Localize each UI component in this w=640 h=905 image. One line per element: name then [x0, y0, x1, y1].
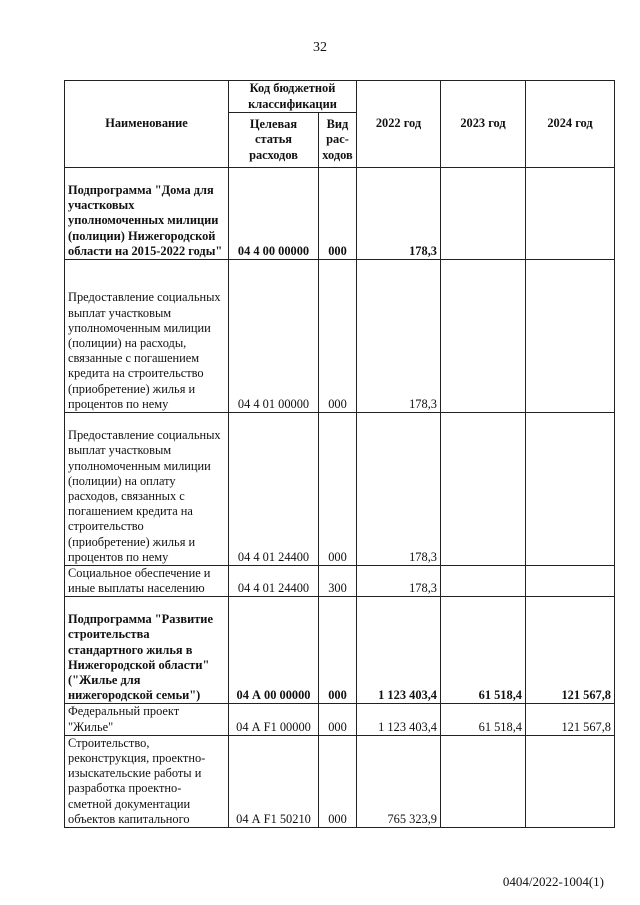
table-row [65, 413, 615, 566]
row-target-article-cell: 04 А F1 00000 [229, 704, 319, 735]
row-value-2023-cell: 61 518,4 [441, 597, 526, 704]
header-year-2024: 2024 год [526, 81, 615, 168]
row-name-cell: Строительство, реконструкция, проектно-изыскательские работы и разработка проектно-сметной документации объектов капитального [65, 735, 229, 827]
row-target-article-cell: 04 4 01 24400 [229, 413, 319, 566]
header-year-2022: 2022 год [357, 81, 441, 168]
row-expense-type-cell: 000 [319, 413, 357, 566]
header-year-2023: 2023 год [441, 81, 526, 168]
row-target-article-cell: 04 А 00 00000 [229, 597, 319, 704]
table-row [65, 566, 615, 597]
row-value-2023-cell [441, 260, 526, 413]
header-target-article: Целевая статья расходов [229, 113, 319, 168]
row-value-2024-cell [526, 168, 615, 260]
row-value-2023-cell [441, 735, 526, 827]
row-value-2023-cell [441, 413, 526, 566]
header-name: Наименование [65, 81, 229, 168]
row-value-2022-cell: 178,3 [357, 168, 441, 260]
table-row [65, 735, 615, 827]
row-name-cell: Социальное обеспечение и иные выплаты населению [65, 566, 229, 597]
page-number: 32 [313, 40, 327, 55]
row-value-2023-cell [441, 566, 526, 597]
row-name-cell: Подпрограмма "Дома для участковых уполномоченных милиции (полиции) Нижегородской области на 2015-2022 годы" [65, 168, 229, 260]
header-expense-type: Вид рас-ходов [319, 113, 357, 168]
row-value-2023-cell [441, 168, 526, 260]
row-value-2024-cell: 121 567,8 [526, 704, 615, 735]
row-expense-type-cell: 000 [319, 260, 357, 413]
table-row [65, 260, 615, 413]
row-value-2024-cell [526, 566, 615, 597]
row-name-cell: Предоставление социальных выплат участковым уполномоченным милиции (полиции) на расходы, связанные с погашением кредита на строительство (приобретение) жилья и процентов по нему [65, 260, 229, 413]
table-row [65, 168, 615, 260]
row-target-article-cell: 04 А F1 50210 [229, 735, 319, 827]
header-kbk-group: Код бюджетной классификации [229, 81, 357, 113]
table-row [65, 704, 615, 735]
row-value-2022-cell: 178,3 [357, 413, 441, 566]
row-value-2022-cell: 178,3 [357, 260, 441, 413]
row-value-2023-cell: 61 518,4 [441, 704, 526, 735]
table-row [65, 597, 615, 704]
document-code: 0404/2022-1004(1) [502, 874, 604, 889]
row-name-cell: Подпрограмма "Развитие строительства стандартного жилья в Нижегородской области" ("Жилье для нижегородской семьи") [65, 597, 229, 704]
row-expense-type-cell: 000 [319, 704, 357, 735]
budget-table [64, 80, 615, 828]
row-value-2022-cell: 1 123 403,4 [357, 704, 441, 735]
row-value-2022-cell: 178,3 [357, 566, 441, 597]
row-name-cell: Предоставление социальных выплат участковым уполномоченным милиции (полиции) на оплату расходов, связанных с погашением кредита на строительство (приобретение) жилья и процентов по нему [65, 413, 229, 566]
row-value-2022-cell: 765 323,9 [357, 735, 441, 827]
row-expense-type-cell: 000 [319, 735, 357, 827]
row-expense-type-cell: 000 [319, 597, 357, 704]
row-target-article-cell: 04 4 01 00000 [229, 260, 319, 413]
row-expense-type-cell: 300 [319, 566, 357, 597]
row-target-article-cell: 04 4 01 24400 [229, 566, 319, 597]
row-value-2024-cell [526, 735, 615, 827]
row-value-2022-cell: 1 123 403,4 [357, 597, 441, 704]
row-value-2024-cell [526, 413, 615, 566]
row-expense-type-cell: 000 [319, 168, 357, 260]
row-value-2024-cell: 121 567,8 [526, 597, 615, 704]
row-value-2024-cell [526, 260, 615, 413]
row-name-cell: Федеральный проект "Жилье" [65, 704, 229, 735]
row-target-article-cell: 04 4 00 00000 [229, 168, 319, 260]
